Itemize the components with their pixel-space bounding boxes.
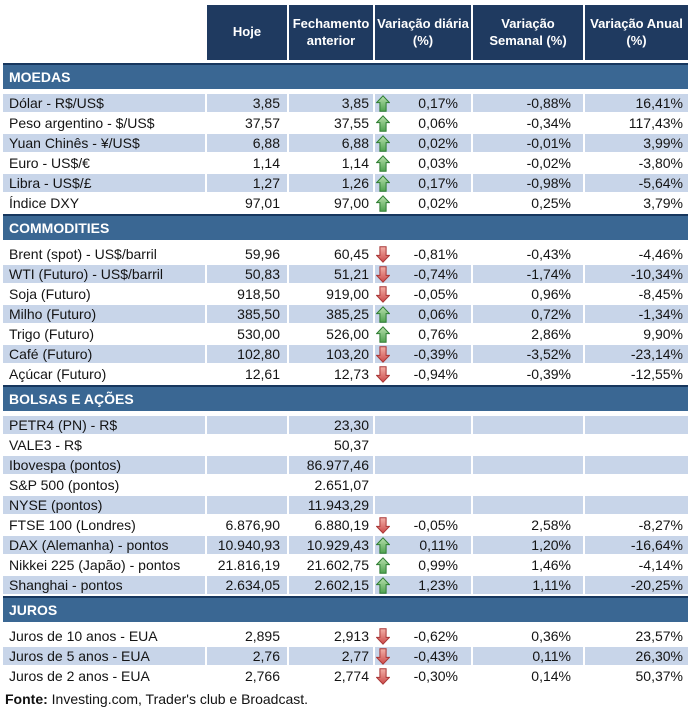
cell-hoje	[207, 476, 287, 494]
cell-variacao-anual	[585, 456, 688, 474]
section-header-label: JUROS	[9, 602, 58, 618]
cell-variacao-semanal	[473, 456, 583, 474]
cell-variacao-semanal: 0,11%	[473, 647, 583, 665]
cell-hoje: 6.876,90	[225, 517, 280, 533]
variacao-diaria-value: 0,06%	[418, 306, 458, 322]
cell-hoje: 12,61	[244, 366, 280, 382]
cell-variacao-semanal	[473, 416, 583, 434]
section-header	[3, 63, 688, 89]
trend-down-arrow-icon	[376, 366, 392, 383]
row-label: Brent (spot) - US$/barril	[9, 246, 157, 262]
table-row	[3, 667, 688, 685]
cell-variacao-semanal: 2,86%	[531, 326, 571, 342]
cell-hoje: 102,80	[207, 345, 287, 363]
cell-variacao-diaria	[375, 647, 471, 665]
source-text: Investing.com, Trader's club e Broadcast.	[47, 691, 309, 707]
table-row	[3, 536, 688, 554]
cell-variacao-anual: 117,43%	[628, 115, 683, 131]
cell-variacao-semanal: -0,43%	[526, 246, 571, 262]
cell-hoje: 50,83	[207, 265, 287, 283]
table-row	[3, 114, 688, 132]
table-row	[3, 194, 688, 212]
trend-up-arrow-icon	[376, 175, 392, 192]
variacao-diaria-value: 0,17%	[418, 95, 458, 111]
cell-fechamento-anterior: 6.880,19	[314, 517, 369, 533]
trend-down-arrow-icon	[376, 648, 392, 665]
row-label: Soja (Futuro)	[9, 286, 91, 302]
cell-hoje: 918,50	[237, 286, 280, 302]
trend-down-arrow-icon	[376, 266, 392, 283]
table-row	[3, 174, 688, 192]
table-sections	[3, 63, 688, 685]
row-label: Juros de 2 anos - EUA	[9, 668, 150, 684]
cell-fechamento-anterior: 6,88	[289, 134, 373, 152]
trend-up-arrow-icon	[376, 537, 392, 554]
cell-variacao-diaria	[375, 667, 471, 685]
cell-variacao-semanal: 0,14%	[531, 668, 571, 684]
cell-variacao-anual: -20,25%	[585, 576, 688, 594]
section-header-label: MOEDAS	[9, 69, 71, 85]
cell-variacao-semanal: 1,11%	[473, 576, 583, 594]
cell-variacao-diaria	[375, 265, 471, 283]
trend-up-arrow-icon	[376, 306, 392, 323]
cell-variacao-diaria	[375, 345, 471, 363]
cell-variacao-semanal: 0,72%	[473, 305, 583, 323]
cell-fechamento-anterior: 2,774	[333, 668, 369, 684]
variacao-diaria-value: -0,05%	[413, 517, 458, 533]
variacao-diaria-value: 1,23%	[418, 577, 458, 593]
cell-hoje: 1,27	[207, 174, 287, 192]
cell-variacao-semanal: 1,46%	[531, 557, 571, 573]
cell-variacao-semanal: -0,02%	[526, 155, 571, 171]
cell-variacao-diaria	[375, 134, 471, 152]
cell-variacao-anual: -8,45%	[638, 286, 683, 302]
variacao-diaria-value: -0,74%	[413, 266, 458, 282]
cell-fechamento-anterior: 2.651,07	[314, 477, 369, 493]
cell-hoje: 530,00	[237, 326, 280, 342]
variacao-diaria-value: -0,62%	[413, 628, 458, 644]
trend-down-arrow-icon	[376, 628, 392, 645]
cell-variacao-diaria	[375, 285, 471, 303]
row-label: DAX (Alemanha) - pontos	[3, 536, 205, 554]
cell-variacao-diaria	[375, 305, 471, 323]
cell-hoje: 37,57	[244, 115, 280, 131]
cell-fechamento-anterior: 23,30	[289, 416, 373, 434]
cell-variacao-diaria	[375, 456, 471, 474]
table-row	[3, 416, 688, 434]
cell-hoje: 1,14	[252, 155, 280, 171]
cell-variacao-diaria	[375, 365, 471, 383]
trend-down-arrow-icon	[376, 286, 392, 303]
cell-fechamento-anterior: 10.929,43	[289, 536, 373, 554]
cell-variacao-diaria	[375, 496, 471, 514]
source-note	[3, 691, 688, 707]
row-label: Yuan Chinês - ¥/US$	[3, 134, 205, 152]
cell-variacao-semanal: 0,36%	[531, 628, 571, 644]
cell-variacao-semanal: -3,52%	[473, 345, 583, 363]
row-label: Euro - US$/€	[9, 155, 90, 171]
variacao-diaria-value: 0,17%	[418, 175, 458, 191]
trend-down-arrow-icon	[376, 246, 392, 263]
trend-down-arrow-icon	[376, 668, 392, 685]
table-row	[3, 325, 688, 343]
cell-hoje: 21.816,19	[217, 557, 280, 573]
cell-variacao-anual: 23,57%	[635, 628, 683, 644]
row-label: Nikkei 225 (Japão) - pontos	[9, 557, 181, 573]
trend-up-arrow-icon	[376, 115, 392, 132]
cell-fechamento-anterior: 86.977,46	[289, 456, 373, 474]
cell-hoje: 2,766	[244, 668, 280, 684]
cell-fechamento-anterior: 103,20	[289, 345, 373, 363]
variacao-diaria-value: -0,43%	[413, 648, 458, 664]
variacao-diaria-value: 0,03%	[418, 155, 458, 171]
cell-fechamento-anterior: 97,00	[333, 195, 369, 211]
section-rows	[3, 245, 688, 383]
trend-up-arrow-icon	[376, 326, 392, 343]
variacao-diaria-value: 0,02%	[418, 195, 458, 211]
row-label: VALE3 - R$	[9, 437, 82, 453]
row-label: Juros de 5 anos - EUA	[3, 647, 205, 665]
section-rows	[3, 94, 688, 212]
table-row	[3, 154, 688, 172]
cell-variacao-anual: -10,34%	[585, 265, 688, 283]
cell-variacao-anual: 50,37%	[635, 668, 683, 684]
cell-fechamento-anterior: 51,21	[289, 265, 373, 283]
row-label: Ibovespa (pontos)	[3, 456, 205, 474]
cell-hoje: 59,96	[244, 246, 280, 262]
section-rows	[3, 627, 688, 685]
table-header-row	[3, 5, 688, 60]
cell-variacao-diaria	[375, 245, 471, 263]
table-row	[3, 436, 688, 454]
cell-hoje	[207, 456, 287, 474]
col-header-variacao-semanal: Variação Semanal (%)	[473, 5, 583, 60]
trend-up-arrow-icon	[376, 577, 392, 594]
cell-fechamento-anterior: 3,85	[289, 94, 373, 112]
row-label: Peso argentino - $/US$	[9, 115, 155, 131]
cell-variacao-semanal: -0,01%	[473, 134, 583, 152]
row-label: NYSE (pontos)	[3, 496, 205, 514]
cell-hoje: 2.634,05	[207, 576, 287, 594]
cell-variacao-anual: 9,90%	[643, 326, 683, 342]
cell-variacao-semanal: -0,88%	[473, 94, 583, 112]
cell-hoje	[207, 436, 287, 454]
cell-variacao-semanal: 0,96%	[531, 286, 571, 302]
cell-variacao-diaria	[375, 114, 471, 132]
cell-variacao-anual: -3,80%	[638, 155, 683, 171]
trend-up-arrow-icon	[376, 155, 392, 172]
cell-variacao-anual: -4,46%	[638, 246, 683, 262]
cell-hoje: 6,88	[207, 134, 287, 152]
cell-fechamento-anterior: 2.602,15	[289, 576, 373, 594]
cell-hoje: 2,76	[207, 647, 287, 665]
cell-variacao-anual: -23,14%	[585, 345, 688, 363]
cell-fechamento-anterior: 12,73	[333, 366, 369, 382]
cell-variacao-anual: -12,55%	[630, 366, 683, 382]
cell-hoje: 2,895	[244, 628, 280, 644]
variacao-diaria-value: -0,81%	[413, 246, 458, 262]
col-header-variacao-diaria: Variação diária (%)	[375, 5, 471, 60]
table-row	[3, 516, 688, 534]
table-row	[3, 556, 688, 574]
trend-up-arrow-icon	[376, 135, 392, 152]
variacao-diaria-value: -0,30%	[413, 668, 458, 684]
cell-variacao-diaria	[375, 536, 471, 554]
cell-variacao-diaria	[375, 325, 471, 343]
col-header-fechamento: Fechamento anterior	[289, 5, 373, 60]
cell-variacao-diaria	[375, 436, 471, 454]
cell-hoje: 10.940,93	[207, 536, 287, 554]
table-row	[3, 305, 688, 323]
trend-up-arrow-icon	[376, 95, 392, 112]
cell-fechamento-anterior: 11.943,29	[289, 496, 373, 514]
trend-down-arrow-icon	[376, 517, 392, 534]
cell-variacao-anual: -16,64%	[585, 536, 688, 554]
header-corner-spacer	[3, 5, 205, 60]
cell-variacao-semanal: -0,34%	[526, 115, 571, 131]
cell-variacao-anual	[585, 436, 688, 454]
row-label: Milho (Futuro)	[3, 305, 205, 323]
cell-variacao-anual: 26,30%	[585, 647, 688, 665]
cell-variacao-semanal: 0,25%	[531, 195, 571, 211]
cell-variacao-semanal: -0,39%	[526, 366, 571, 382]
row-label: Café (Futuro)	[3, 345, 205, 363]
row-label: Libra - US$/£	[3, 174, 205, 192]
cell-variacao-diaria	[375, 194, 471, 212]
table-row	[3, 365, 688, 383]
row-label: Juros de 10 anos - EUA	[9, 628, 158, 644]
table-row	[3, 627, 688, 645]
cell-variacao-semanal: -0,98%	[473, 174, 583, 192]
table-row	[3, 265, 688, 283]
cell-variacao-semanal: 1,20%	[473, 536, 583, 554]
cell-variacao-diaria	[375, 576, 471, 594]
cell-variacao-diaria	[375, 556, 471, 574]
cell-fechamento-anterior: 2,913	[333, 628, 369, 644]
cell-fechamento-anterior: 526,00	[326, 326, 369, 342]
cell-variacao-anual: 3,79%	[643, 195, 683, 211]
cell-variacao-anual: -5,64%	[585, 174, 688, 192]
cell-variacao-diaria	[375, 416, 471, 434]
cell-variacao-anual: 16,41%	[585, 94, 688, 112]
col-header-hoje: Hoje	[207, 5, 287, 60]
cell-variacao-diaria	[375, 627, 471, 645]
table-row	[3, 576, 688, 594]
cell-variacao-semanal	[473, 436, 583, 454]
cell-fechamento-anterior: 385,25	[289, 305, 373, 323]
cell-fechamento-anterior: 1,14	[341, 155, 369, 171]
cell-fechamento-anterior: 919,00	[326, 286, 369, 302]
cell-variacao-semanal: -1,74%	[473, 265, 583, 283]
row-label: WTI (Futuro) - US$/barril	[3, 265, 205, 283]
cell-fechamento-anterior: 2,77	[289, 647, 373, 665]
col-header-variacao-anual: Variação Anual (%)	[585, 5, 688, 60]
cell-variacao-semanal	[473, 496, 583, 514]
cell-variacao-anual: -8,27%	[638, 517, 683, 533]
cell-hoje	[207, 496, 287, 514]
variacao-diaria-value: -0,94%	[413, 366, 458, 382]
row-label: Açúcar (Futuro)	[9, 366, 107, 382]
cell-variacao-anual	[585, 416, 688, 434]
cell-variacao-anual	[585, 496, 688, 514]
variacao-diaria-value: 0,02%	[418, 135, 458, 151]
cell-fechamento-anterior: 50,37	[333, 437, 369, 453]
table-row	[3, 134, 688, 152]
trend-up-arrow-icon	[376, 195, 392, 212]
cell-variacao-diaria	[375, 94, 471, 112]
row-label: Shanghai - pontos	[3, 576, 205, 594]
table-row	[3, 345, 688, 363]
cell-variacao-semanal	[473, 476, 583, 494]
table-row	[3, 94, 688, 112]
variacao-diaria-value: 0,99%	[418, 557, 458, 573]
cell-hoje: 385,50	[207, 305, 287, 323]
variacao-diaria-value: 0,06%	[418, 115, 458, 131]
cell-variacao-anual: -1,34%	[585, 305, 688, 323]
variacao-diaria-value: -0,05%	[413, 286, 458, 302]
cell-variacao-anual: 3,99%	[585, 134, 688, 152]
table-row	[3, 476, 688, 494]
cell-variacao-diaria	[375, 516, 471, 534]
section-header	[3, 385, 688, 411]
table-row	[3, 245, 688, 263]
section-header	[3, 596, 688, 622]
cell-hoje	[207, 416, 287, 434]
row-label: Trigo (Futuro)	[9, 326, 95, 342]
variacao-diaria-value: -0,39%	[413, 346, 458, 362]
row-label: FTSE 100 (Londres)	[9, 517, 136, 533]
cell-fechamento-anterior: 60,45	[333, 246, 369, 262]
cell-fechamento-anterior: 21.602,75	[306, 557, 369, 573]
row-label: Dólar - R$/US$	[3, 94, 205, 112]
table-row	[3, 285, 688, 303]
row-label: S&P 500 (pontos)	[9, 477, 120, 493]
cell-variacao-anual: -4,14%	[638, 557, 683, 573]
cell-variacao-anual	[585, 476, 688, 494]
table-row	[3, 496, 688, 514]
cell-variacao-semanal: 2,58%	[531, 517, 571, 533]
section-rows	[3, 416, 688, 594]
section-header-label: BOLSAS E AÇÕES	[9, 391, 134, 407]
section-header	[3, 214, 688, 240]
section-header-label: COMMODITIES	[9, 220, 110, 236]
variacao-diaria-value: 0,11%	[419, 537, 458, 553]
cell-fechamento-anterior: 1,26	[289, 174, 373, 192]
cell-variacao-diaria	[375, 174, 471, 192]
cell-fechamento-anterior: 37,55	[333, 115, 369, 131]
row-label: Índice DXY	[9, 195, 80, 211]
cell-hoje: 3,85	[207, 94, 287, 112]
table-row	[3, 456, 688, 474]
cell-hoje: 97,01	[244, 195, 280, 211]
cell-variacao-diaria	[375, 476, 471, 494]
table-row	[3, 647, 688, 665]
row-label: PETR4 (PN) - R$	[3, 416, 205, 434]
source-label: Fonte:	[5, 691, 48, 707]
trend-down-arrow-icon	[376, 346, 392, 363]
variacao-diaria-value: 0,76%	[418, 326, 458, 342]
cell-variacao-diaria	[375, 154, 471, 172]
trend-up-arrow-icon	[376, 557, 392, 574]
